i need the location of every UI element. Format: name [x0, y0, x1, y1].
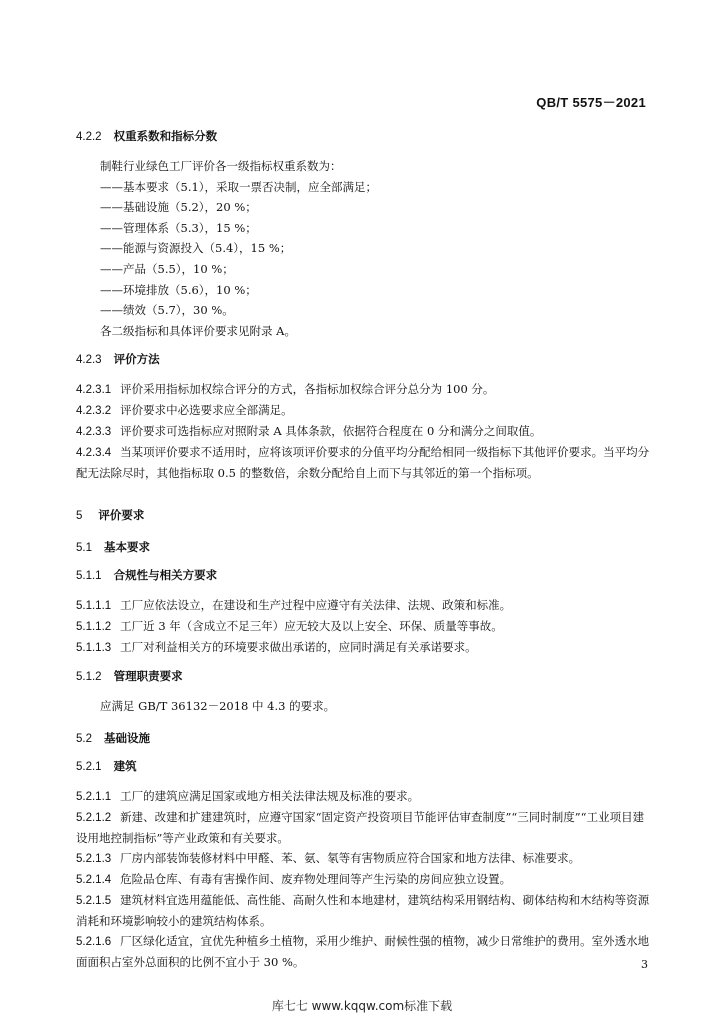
section-4-2-2-heading: 4.2.2 权重系数和指标分数 — [76, 131, 218, 143]
section-4-2-3-heading: 4.2.3 评价方法 — [76, 354, 160, 367]
clause-5-1-2-text: 应满足 GB/T 36132－2018 中 4.3 的要求。 — [100, 699, 336, 714]
section-5-1-1-heading: 5.1.1 合规性与相关方要求 — [76, 570, 218, 583]
clause-4-2-3-1: 4.2.3.1 评价采用指标加权综合评分的方式，各指标加权综合评分总分为 100 分。 — [76, 382, 495, 397]
weight-item: ——绩效（5.7），30 %。 — [100, 303, 234, 318]
weight-list — [76, 156, 652, 341]
section-5-heading: 5 评价要求 — [76, 510, 145, 523]
weight-outro: 各二级指标和具体评价要求见附录 A。 — [100, 323, 296, 338]
weight-item: ——基本要求（5.1），采取一票否决制，应全部满足； — [100, 179, 378, 194]
clause-5-1-1-1: 5.1.1.1 工厂应依法设立，在建设和生产过程中应遵守有关法律、法规、政策和标准。 — [76, 598, 512, 613]
section-5-2-1-heading: 5.2.1 建筑 — [76, 761, 137, 774]
weight-intro: 制鞋行业绿色工厂评价各一级指标权重系数为： — [100, 159, 342, 173]
document-body — [76, 128, 652, 972]
weight-item: ——环境排放（5.6），10 %； — [100, 282, 257, 297]
weight-item: ——产品（5.5），10 %； — [100, 261, 234, 276]
clause-5-2-1-4: 5.2.1.4 危险品仓库、有毒有害操作间、废弃物处理间等产生污染的房间应独立设置。 — [76, 872, 512, 887]
clause-5-2-1-1: 5.2.1.1 工厂的建筑应满足国家或地方相关法律法规及标准的要求。 — [76, 789, 420, 804]
section-5-1-heading: 5.1 基本要求 — [76, 542, 150, 555]
clause-5-1-1-2: 5.1.1.2 工厂近 3 年（含成立不足三年）应无较大及以上安全、环保、质量等事故。 — [76, 619, 503, 634]
clause-5-2-1-2: 5.2.1.2 新建、改建和扩建建筑时，应遵守国家“固定资产投资项目节能评估审查制度”“三同时制度”“工业项目建设用地控制指标”等产业政策和有关要求。 — [76, 810, 645, 846]
weight-item: ——管理体系（5.3），15 %； — [100, 220, 257, 235]
clause-5-2-1-3: 5.2.1.3 厂房内部装饰装修材料中甲醛、苯、氨、氡等有害物质应符合国家和地方法律、标准要求。 — [76, 851, 581, 866]
section-5-1-2-heading: 5.1.2 管理职责要求 — [76, 671, 183, 684]
weight-item: ——基础设施（5.2），20 %； — [100, 200, 257, 215]
clause-4-2-3-2: 4.2.3.2 评价要求中必选要求应全部满足。 — [76, 403, 293, 418]
weight-item: ——能源与资源投入（5.4），15 %； — [100, 241, 292, 256]
page-number: 3 — [641, 958, 648, 971]
clause-4-2-3-4: 4.2.3.4 当某项评价要求不适用时，应将该项评价要求的分值平均分配给相同一级指标下其他评价要求。当平均分配无法除尽时，其他指标取 0.5 的整数倍，余数分配给自上而下与其邻近的第一个指标项。 — [76, 445, 650, 481]
clause-5-2-1-6: 5.2.1.6 厂区绿化适宜，宜优先种植乡土植物，采用少维护、耐候性强的植物，减少日常维护的费用。室外透水地面面积占室外总面积的比例不宜小于 30 %。 — [76, 934, 650, 970]
footer-watermark: 库七七 www.kqqw.com标准下载 — [271, 999, 453, 1013]
document-code: QB/T 5575－2021 — [536, 95, 646, 110]
clause-5-1-1-3: 5.1.1.3 工厂对利益相关方的环境要求做出承诺的，应同时满足有关承诺要求。 — [76, 640, 477, 655]
clause-4-2-3-3: 4.2.3.3 评价要求可选指标应对照附录 A 具体条款，依据符合程度在 0 分和满分之间取值。 — [76, 424, 542, 439]
clause-5-2-1-5: 5.2.1.5 建筑材料宜选用蕴能低、高性能、高耐久性和本地建材，建筑结构采用钢结构、砌体结构和木结构等资源消耗和环境影响较小的建筑结构体系。 — [76, 893, 650, 929]
section-5-2-heading: 5.2 基础设施 — [76, 733, 150, 746]
